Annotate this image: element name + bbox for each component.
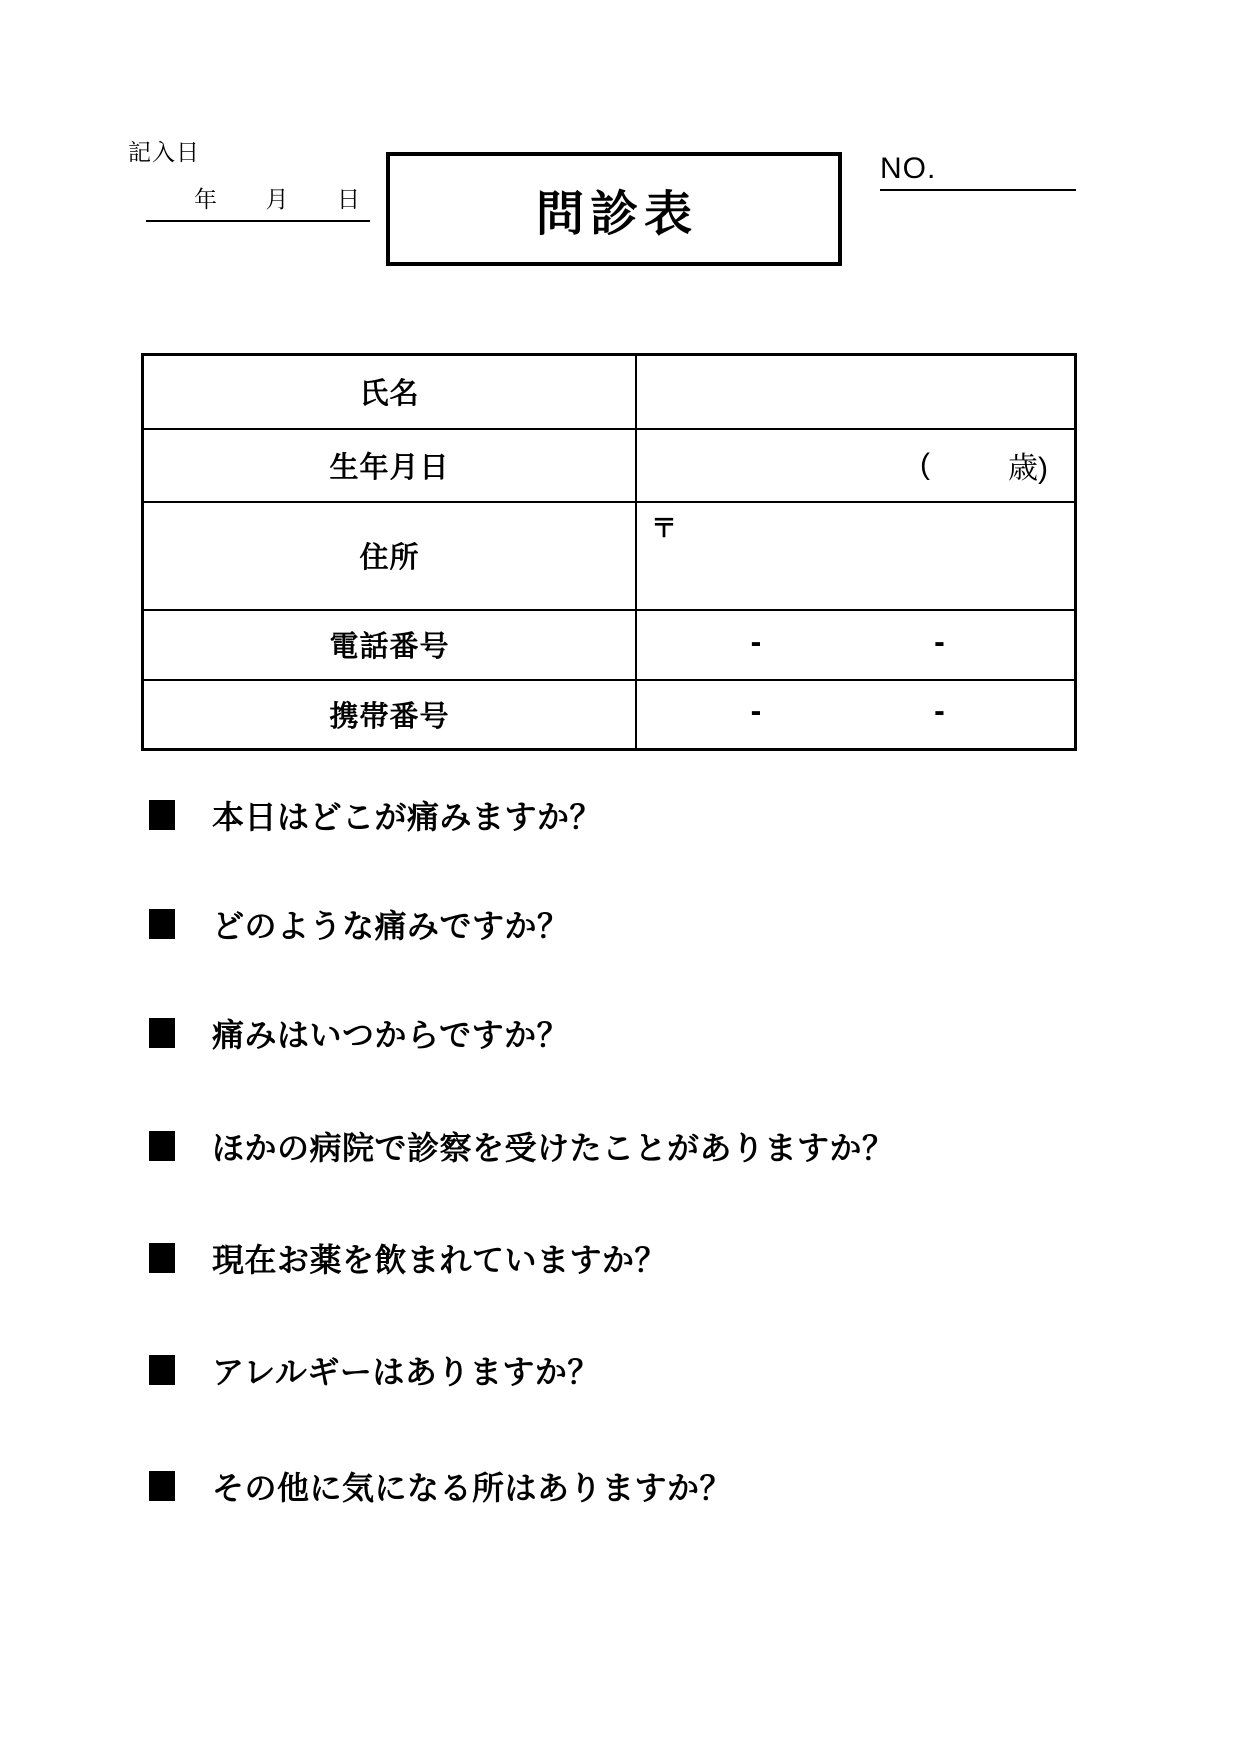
question-item xyxy=(149,795,602,835)
question-text: アレルギーはありますか？ xyxy=(212,1354,600,1390)
question-text: 本日はどこが痛みますか？ xyxy=(212,799,603,835)
mobile-label: 携帯番号 xyxy=(143,680,637,750)
no-label: NO. xyxy=(880,152,937,185)
address-input-area[interactable] xyxy=(636,502,1076,610)
table-row xyxy=(143,610,1076,680)
bullet-square-icon xyxy=(149,1471,175,1501)
table-row xyxy=(143,429,1076,502)
question-text: 痛みはいつからですか？ xyxy=(212,1017,570,1053)
title-box xyxy=(386,152,842,266)
age-open-paren: ( xyxy=(920,448,930,481)
page-title: 問診表 xyxy=(535,187,698,241)
birthdate-label: 生年月日 xyxy=(143,429,637,502)
age-parentheses xyxy=(637,443,1074,487)
question-item xyxy=(149,1238,667,1278)
table-row xyxy=(143,355,1076,429)
question-text: 現在お薬を飲まれていますか？ xyxy=(212,1242,668,1278)
entry-date-label: 記入日 xyxy=(128,139,200,165)
question-item xyxy=(149,1126,895,1166)
name-label: 氏名 xyxy=(143,355,637,429)
phone-label: 電話番号 xyxy=(143,610,637,680)
mobile-input-area[interactable] xyxy=(636,680,1076,750)
age-close-paren: 歳) xyxy=(1008,452,1048,485)
mobile-dash-1: - xyxy=(750,692,762,729)
patient-info-table xyxy=(141,353,1077,751)
table-row xyxy=(143,680,1076,750)
question-text: ほかの病院で診察を受けたことがありますか？ xyxy=(212,1130,895,1166)
birthdate-input-area[interactable] xyxy=(636,429,1076,502)
mobile-dash-2: - xyxy=(934,692,945,729)
question-text: その他に気になる所はありますか？ xyxy=(212,1470,733,1506)
bullet-square-icon xyxy=(149,1355,175,1385)
month-unit-label: 月 xyxy=(265,186,289,212)
address-label: 住所 xyxy=(143,502,637,610)
name-input-area[interactable] xyxy=(636,355,1076,429)
question-item xyxy=(149,1013,569,1053)
bullet-square-icon xyxy=(149,1131,175,1161)
year-unit-label: 年 xyxy=(194,186,217,212)
phone-input-area[interactable] xyxy=(636,610,1076,680)
table-row xyxy=(143,502,1076,610)
bullet-square-icon xyxy=(149,1018,175,1048)
phone-dash-1: - xyxy=(750,623,762,660)
day-unit-label: 日 xyxy=(337,186,360,212)
question-item xyxy=(149,1466,732,1506)
question-item xyxy=(149,1350,600,1390)
question-item xyxy=(149,904,570,944)
postal-mark: 〒 xyxy=(651,512,678,543)
bullet-square-icon xyxy=(149,909,175,939)
no-blank-line[interactable] xyxy=(880,151,1076,191)
bullet-square-icon xyxy=(149,800,175,830)
bullet-square-icon xyxy=(149,1243,175,1273)
question-text: どのような痛みですか？ xyxy=(212,908,570,944)
phone-dash-2: - xyxy=(934,623,945,660)
entry-date-blank-line[interactable] xyxy=(146,176,370,222)
